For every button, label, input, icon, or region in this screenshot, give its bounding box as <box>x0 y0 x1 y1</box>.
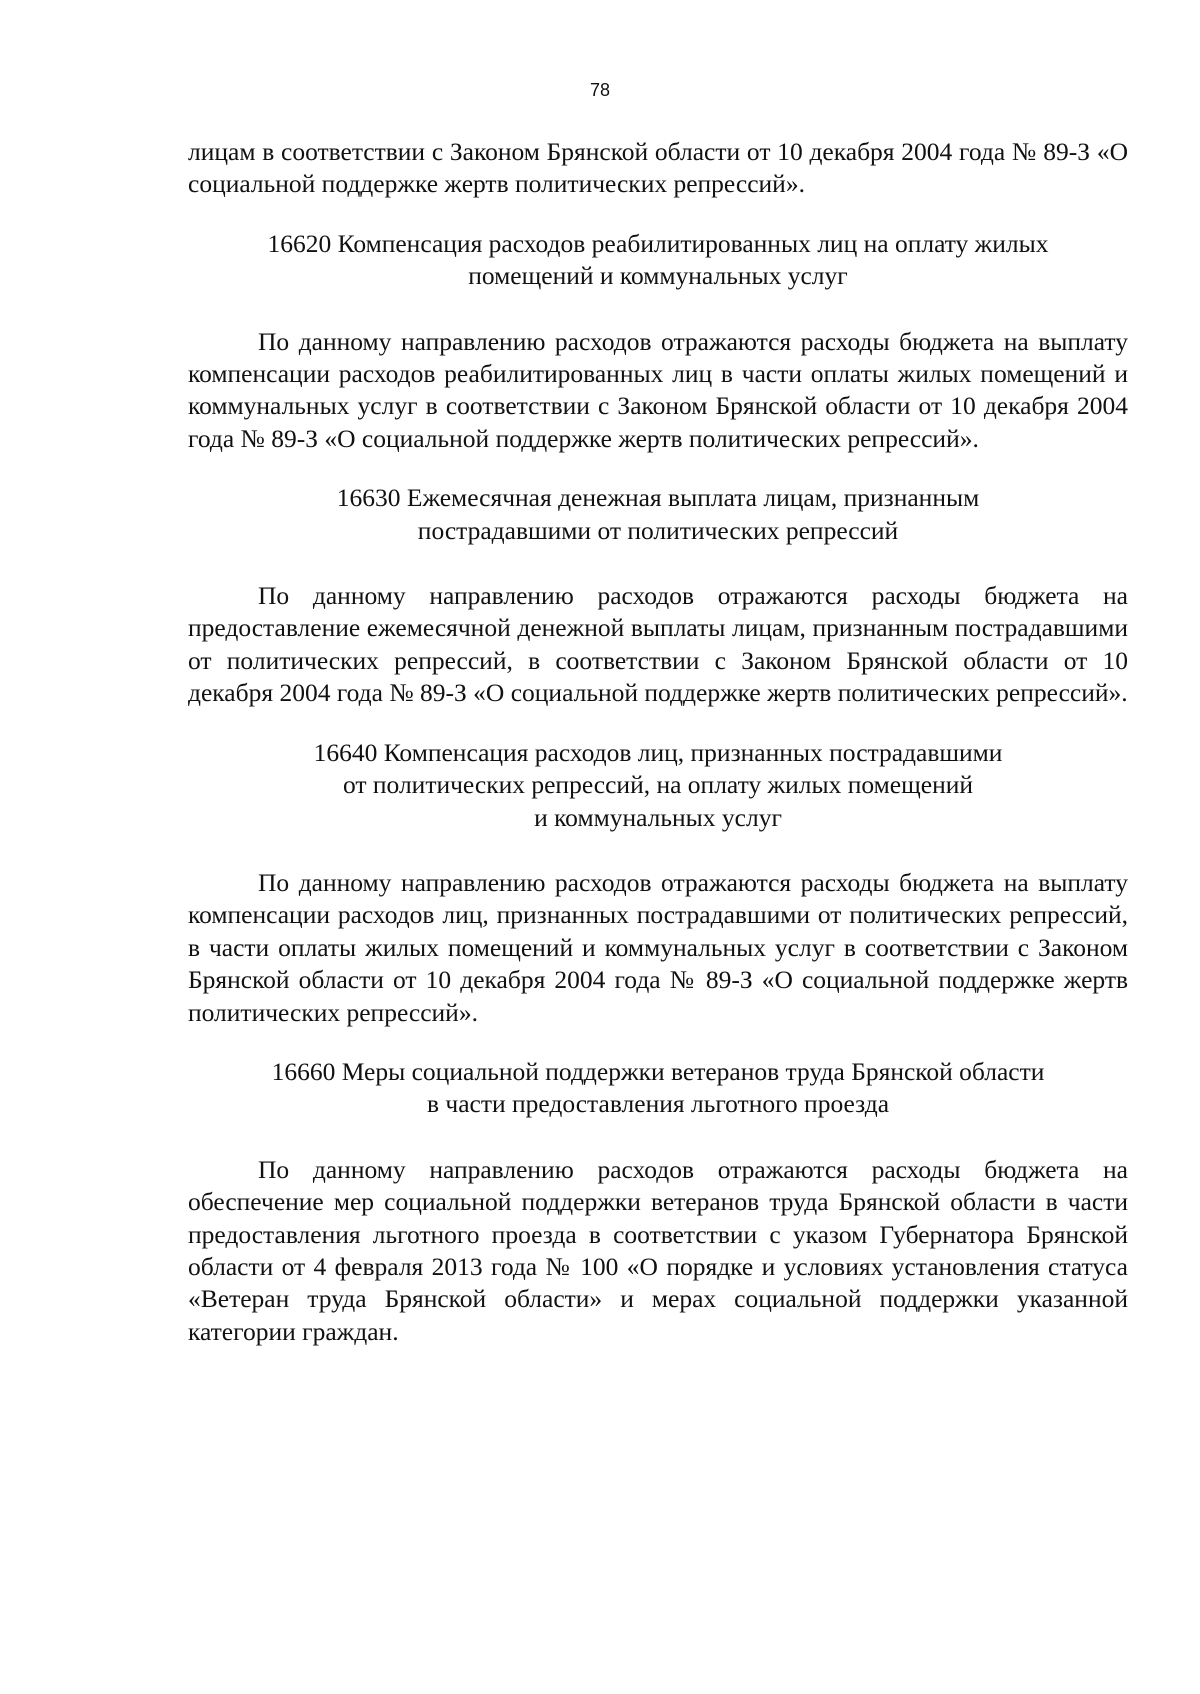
page-number: 78 <box>589 80 611 100</box>
document-body <box>188 136 1128 1348</box>
paragraph-16640: По данному направлению расходов отражаются расходы бюджета на выплату компенсации расходов лиц, признанных пострадавшими от политических репрессий, в части оплаты жилых помещений и коммунальных услуг в соответствии с Законом Брянской области от 10 декабря 2004 года № 89-З «О социальной поддержке жертв политических репрессий». <box>188 867 1128 1027</box>
heading-line: от политических репрессий, на оплату жилых помещений <box>342 770 974 800</box>
heading-line: 16640 Компенсация расходов лиц, признанных пострадавшими <box>313 737 1003 767</box>
heading-line: помещений и коммунальных услуг <box>468 261 848 291</box>
section-heading-16630 <box>188 482 1128 547</box>
paragraph-16660: По данному направлению расходов отражаются расходы бюджета на обеспечение мер социальной поддержки ветеранов труда Брянской области в части предоставления льготного проезда в соответствии с указом Губернатора Брянской области от 4 февраля 2013 года № 100 «О порядке и условиях установления статуса «Ветеран труда Брянской области» и мерах социальной поддержки указанной категории граждан. <box>188 1154 1128 1346</box>
paragraph-continuation: лицам в соответствии с Законом Брянской области от 10 декабря 2004 года № 89-З «О социальной поддержке жертв политических репрессий». <box>188 137 1128 199</box>
heading-line: и коммунальных услуг <box>534 802 782 832</box>
section-heading-16660 <box>188 1056 1128 1121</box>
section-heading-16640 <box>188 737 1128 834</box>
paragraph-16620: По данному направлению расходов отражаются расходы бюджета на выплату компенсации расходов реабилитированных лиц в части оплаты жилых помещений и коммунальных услуг в соответствии с Законом Брянской области от 10 декабря 2004 года № 89-З «О социальной поддержке жертв политических репрессий». <box>188 326 1128 453</box>
paragraph-16630: По данному направлению расходов отражаются расходы бюджета на предоставление ежемесячной денежной выплаты лицам, признанным пострадавшими от политических репрессий, в соответствии с Законом Брянской области от 10 декабря 2004 года № 89-З «О социальной поддержке жертв политических репрессий». <box>188 581 1128 708</box>
section-heading-16620 <box>188 228 1128 293</box>
heading-line: 16620 Компенсация расходов реабилитированных лиц на оплату жилых <box>267 228 1049 258</box>
heading-line: 16660 Меры социальной поддержки ветеранов труда Брянской области <box>271 1056 1045 1086</box>
heading-line: пострадавшими от политических репрессий <box>417 515 899 545</box>
heading-line: в части предоставления льготного проезда <box>426 1089 890 1119</box>
heading-line: 16630 Ежемесячная денежная выплата лицам, признанным <box>336 483 980 513</box>
